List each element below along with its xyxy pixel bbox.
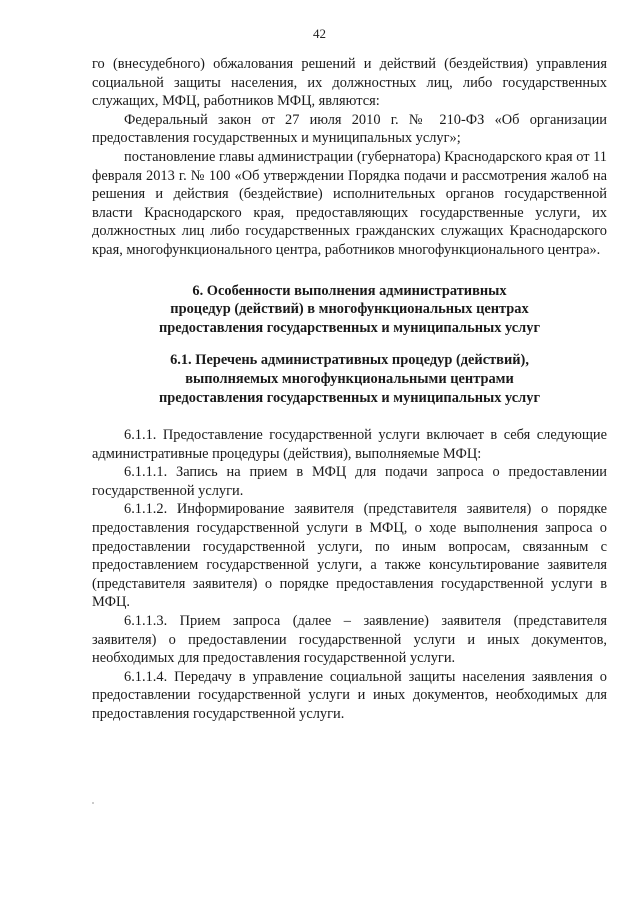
paragraph-federal-law: Федеральный закон от 27 июля 2010 г. № 210-ФЗ «Об организации предоставления государственных и муниципальных услуг»; [92,111,607,147]
section-heading [92,282,607,338]
scan-speck [92,802,94,804]
section-heading-line: процедур (действий) в многофункциональных центрах [170,301,529,318]
paragraph-6-1-1-4: 6.1.1.4. Передачу в управление социальной защиты населения заявления о предоставлении государственной услуги и иных документов, необходимых для предоставления государственной услуги. [92,668,607,722]
paragraph-6-1-1-3: 6.1.1.3. Прием запроса (далее – заявление) заявителя (представителя заявителя) о предоставлении государственной услуги и иных документов, необходимых для предоставления государственной услуги. [92,613,607,667]
subsection-heading-line: выполняемых многофункциональными центрами [185,370,514,387]
document-body [92,55,607,724]
paragraph-6-1-1-1: 6.1.1.1. Запись на прием в МФЦ для подачи запроса о предоставлении государственной услуги. [92,464,607,499]
section-heading-line: 6. Особенности выполнения административных [192,282,507,299]
paragraph-continuation: го (внесудебного) обжалования решений и действий (бездействия) управления социальной защиты населения, их должностных лиц, либо государственных служащих, МФЦ, работников МФЦ, являются: [92,56,607,110]
subsection-heading [92,351,607,407]
section-heading-line: предоставления государственных и муниципальных услуг [159,319,540,336]
paragraph-6-1-1: 6.1.1. Предоставление государственной услуги включает в себя следующие административные процедуры (действия), выполняемые МФЦ: [92,427,607,462]
subsection-heading-line: предоставления государственных и муниципальных услуг [159,389,540,406]
subsection-heading-line: 6.1. Перечень административных процедур (действий), [170,352,529,369]
page-number: 42 [313,26,326,41]
paragraph-6-1-1-2: 6.1.1.2. Информирование заявителя (представителя заявителя) о порядке предоставления государственной услуги в МФЦ, о ходе выполнения запроса о предоставлении государственной услуги, по иным вопросам, связанным с предоставлением государственной услуги, а также консультирование заявителя (представителя заявителя) о порядке предоставления государственной услуги в МФЦ. [92,501,607,611]
paragraph-resolution: постановление главы администрации (губернатора) Краснодарского края от 11 февраля 2013 г. № 100 «Об утверждении Порядка подачи и рассмотрения жалоб на решения и действия (бездействие) исполнительных органов государственной власти Краснодарского края, предоставляющих государственные услуги, их должностных лиц либо государственных гражданских служащих Краснодарского края, многофункционального центра, работников многофункционального центра». [92,148,607,258]
